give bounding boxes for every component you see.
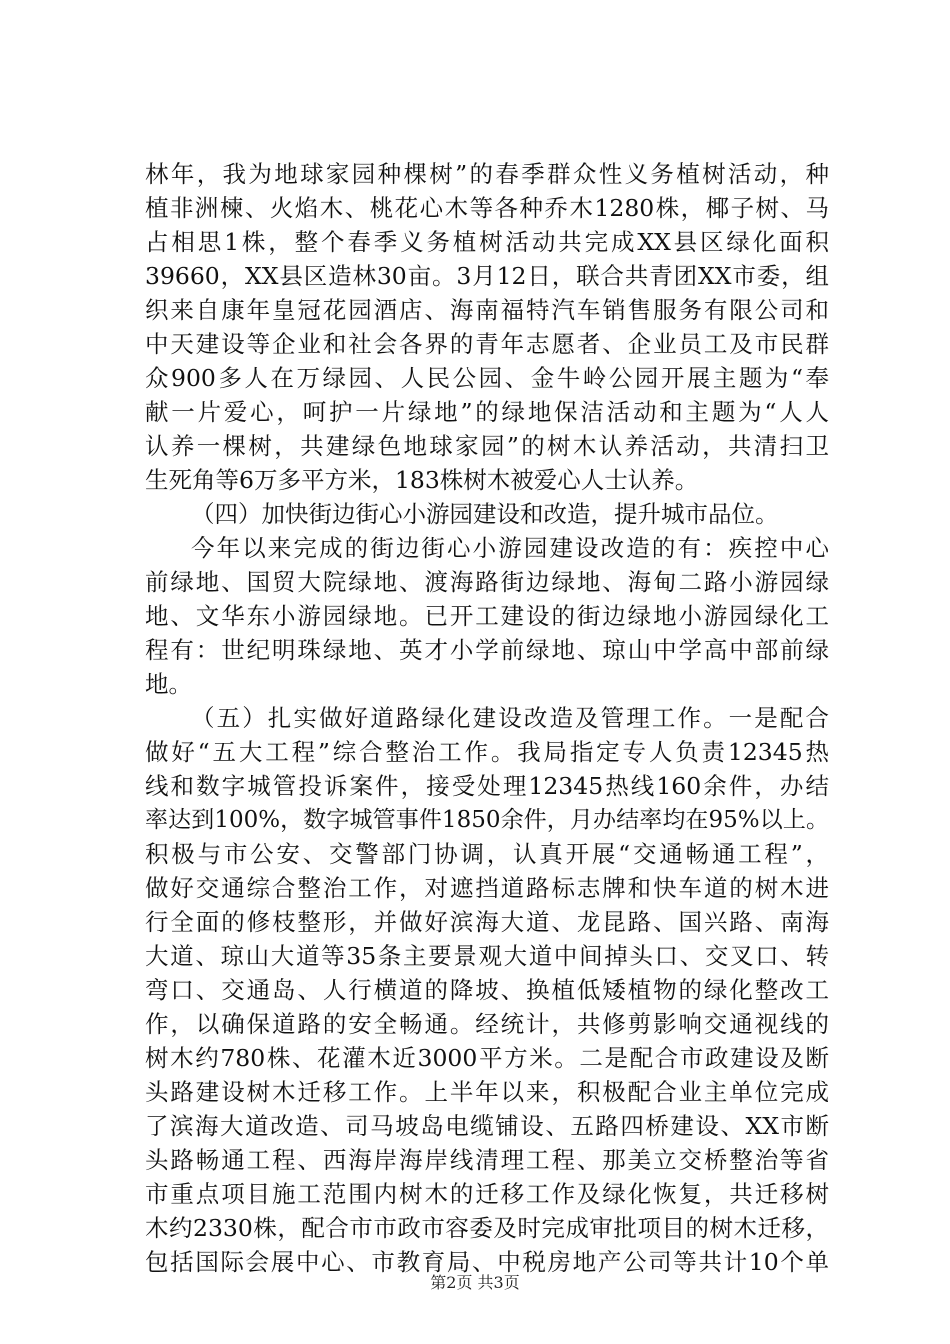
text-line: 地。 [145,670,192,698]
text-line: 做好“五大工程”综合整治工作。我局指定专人负责12345热 [145,738,829,766]
text-line: 献一片爱心，呵护一片绿地”的绿地保洁活动和主题为“人人 [145,398,829,426]
document-body [145,157,829,1279]
text-line: 率达到100%，数字城管事件1850余件，月办结率均在95%以上。 [145,807,829,833]
text-line: 弯口、交通岛、人行横道的降坡、换植低矮植物的绿化整改工 [145,976,829,1004]
text-line: 包括国际会展中心、市教育局、中税房地产公司等共计10个单 [145,1248,829,1276]
text-line: 林年，我为地球家园种棵树”的春季群众性义务植树活动，种 [145,160,829,188]
text-line: 程有：世纪明珠绿地、英才小学前绿地、琼山中学高中部前绿 [145,636,829,664]
section-heading: （四）加快街边街心小游园建设和改造，提升城市品位。 [191,500,779,528]
text-line: 生死角等6万多平方米，183株树木被爱心人士认养。 [145,466,699,494]
text-line: 作，以确保道路的安全畅通。经统计，共修剪影响交通视线的 [145,1010,829,1038]
text-line: 今年以来完成的街边街心小游园建设改造的有：疾控中心 [191,534,829,562]
section-heading: （五）扎实做好道路绿化建设改造及管理工作。一是配合 [191,704,829,732]
text-line: 认养一棵树，共建绿色地球家园”的树木认养活动，共清扫卫 [145,432,829,460]
text-line: 做好交通综合整治工作，对遮挡道路标志牌和快车道的树木进 [145,874,829,902]
text-line: 头路畅通工程、西海岸海岸线清理工程、那美立交桥整治等省 [145,1146,829,1174]
text-line: 行全面的修枝整形，并做好滨海大道、龙昆路、国兴路、南海 [145,908,829,936]
text-line: 中天建设等企业和社会各界的青年志愿者、企业员工及市民群 [145,330,829,358]
text-line: 前绿地、国贸大院绿地、渡海路街边绿地、海甸二路小游园绿 [145,568,829,596]
text-line: 织来自康年皇冠花园酒店、海南福特汽车销售服务有限公司和 [145,296,829,324]
page-number-footer: 第2页 共3页 [430,1273,520,1292]
text-line: 了滨海大道改造、司马坡岛电缆铺设、五路四桥建设、XX市断 [145,1112,829,1140]
text-line: 39660，XX县区造林30亩。3月12日，联合共青团XX市委，组 [145,262,829,290]
text-line: 木约2330株，配合市市政市容委及时完成审批项目的树木迁移， [145,1214,829,1242]
text-line: 树木约780株、花灌木近3000平方米。二是配合市政建设及断 [145,1044,829,1072]
text-line: 地、文华东小游园绿地。已开工建设的街边绿地小游园绿化工 [145,602,829,630]
text-line: 众900多人在万绿园、人民公园、金牛岭公园开展主题为“奉 [145,364,829,392]
text-line: 积极与市公安、交警部门协调，认真开展“交通畅通工程”， [145,840,829,868]
text-line: 市重点项目施工范围内树木的迁移工作及绿化恢复，共迁移树 [145,1180,829,1208]
text-line: 占相思1株，整个春季义务植树活动共完成XX县区绿化面积 [145,228,829,256]
text-line: 头路建设树木迁移工作。上半年以来，积极配合业主单位完成 [145,1078,829,1106]
text-line: 大道、琼山大道等35条主要景观大道中间掉头口、交叉口、转 [145,942,829,970]
text-line: 植非洲楝、火焰木、桃花心木等各种乔木1280株，椰子树、马 [145,194,829,222]
text-line: 线和数字城管投诉案件，接受处理12345热线160余件，办结 [145,772,829,800]
